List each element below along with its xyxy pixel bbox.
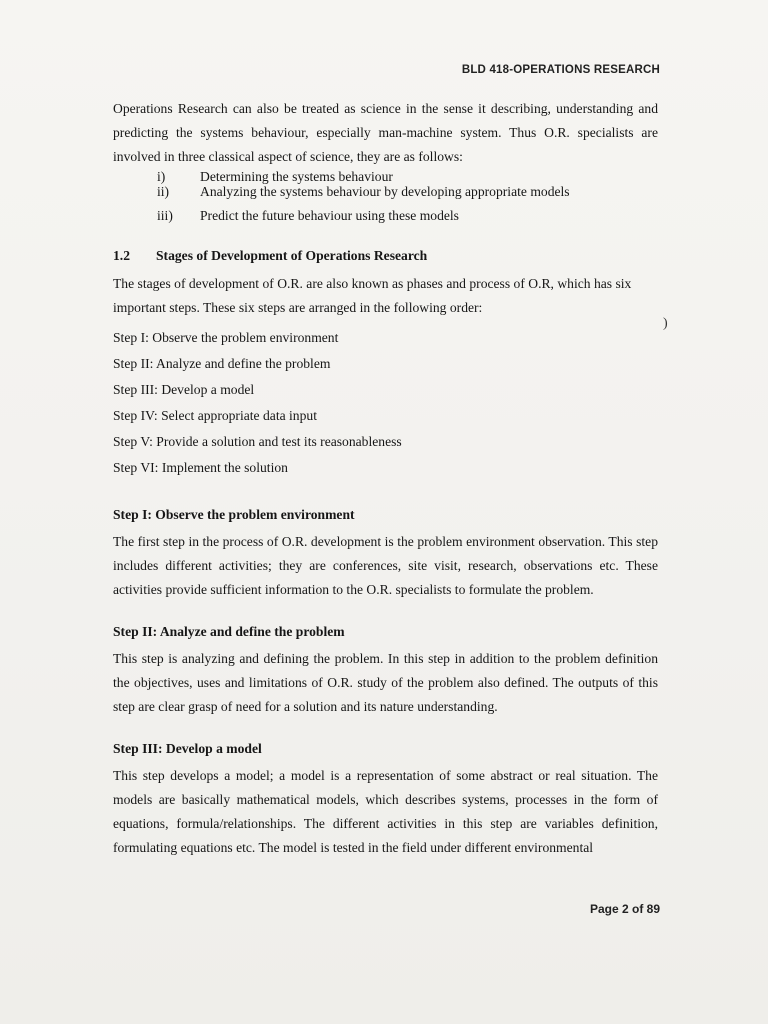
step-item: Step V: Provide a solution and test its reasonableness (113, 434, 402, 449)
section-title: Stages of Development of Operations Research (156, 248, 428, 263)
subsection-text: This step develops a model; a model is a representation of some abstract or real situation. The models are basically mathematical models, which describes systems, processes in the form of equations, formula/relationships. The different activities in this step are variables definition, formulating equations etc. The model is tested in the field under different environmental (113, 768, 658, 855)
science-aspects-list (157, 169, 658, 223)
subsection-heading: Step III: Develop a model (113, 741, 262, 756)
section-number: 1.2 (113, 248, 130, 263)
section-paragraph: The stages of development of O.R. are also known as phases and process of O.R, which has six important steps. These six steps are arranged in the following order: (113, 276, 632, 315)
page-number: Page 2 of 89 (589, 902, 660, 916)
margin-mark: ) (663, 316, 668, 331)
list-item (157, 208, 658, 223)
step-item: Step III: Develop a model (113, 382, 255, 397)
step-item: Step II: Analyze and define the problem (113, 356, 331, 371)
running-header: BLD 418-OPERATIONS RESEARCH (461, 64, 660, 76)
list-item (157, 184, 658, 199)
list-item-number: iii) (157, 208, 173, 223)
list-item (157, 169, 658, 184)
step-item: Step IV: Select appropriate data input (113, 408, 317, 423)
subsection-text: This step is analyzing and defining the problem. In this step in addition to the problem definition the objectives, uses and limitations of O.R. study of the problem also defined. The outputs of this step are clear grasp of need for a solution and its nature understanding. (113, 651, 658, 714)
intro-paragraph: Operations Research can also be treated as science in the sense it describing, understanding and predicting the systems behaviour, especially man-machine system. Thus O.R. specialists are involved in three classical aspect of science, they are as follows: (113, 101, 658, 164)
subsection-text: The first step in the process of O.R. development is the problem environment observation. This step includes different activities; they are conferences, site visit, research, observations etc. These activities provide sufficient information to the O.R. specialists to formulate the problem. (113, 534, 658, 597)
list-item-text: Predict the future behaviour using these models (200, 208, 459, 223)
list-item-text: Determining the systems behaviour (200, 169, 393, 184)
section-heading (113, 244, 658, 268)
steps-list (113, 325, 658, 481)
subsection-heading: Step I: Observe the problem environment (113, 507, 355, 522)
list-item-text: Analyzing the systems behaviour by developing appropriate models (200, 184, 570, 199)
page-content (113, 97, 658, 860)
list-item-number: ii) (157, 184, 170, 199)
list-item-number: i) (157, 169, 166, 184)
step-item: Step VI: Implement the solution (113, 460, 288, 475)
step-item: Step I: Observe the problem environment (113, 330, 339, 345)
subsection-heading: Step II: Analyze and define the problem (113, 624, 345, 639)
